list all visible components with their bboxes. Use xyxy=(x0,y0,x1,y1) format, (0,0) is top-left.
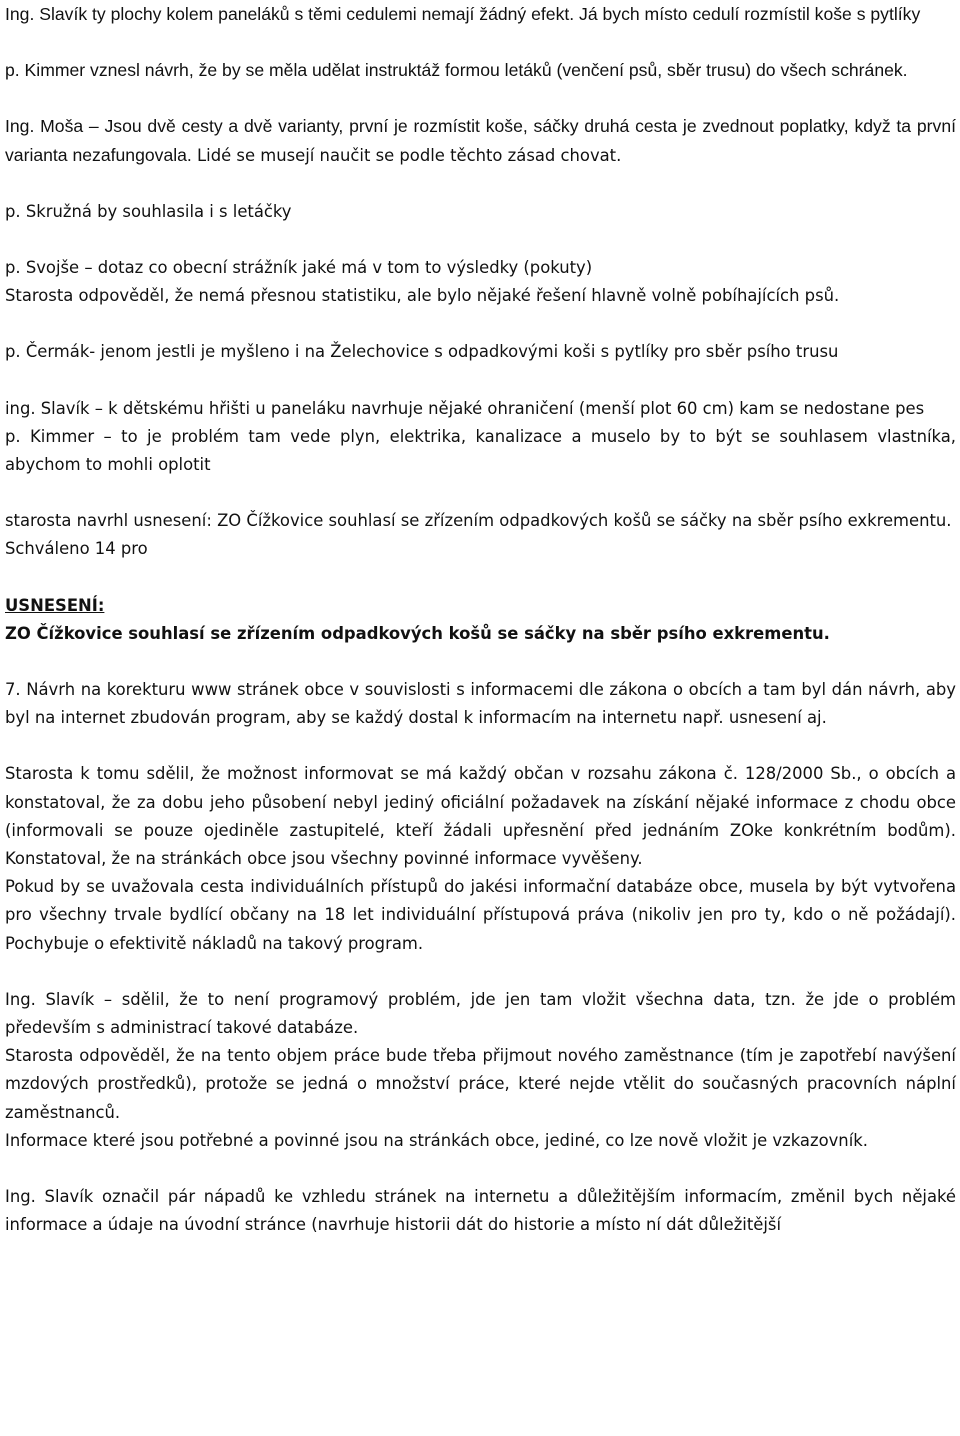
paragraph-skruzna: p. Skružná by souhlasila i s letáčky xyxy=(5,201,292,221)
paragraph-slavik-plochy: Ing. Slavík ty plochy kolem paneláků s těmi cedulemi nemají žádný efekt. Já bych místo cedulí rozmístil koše s pytlíky xyxy=(5,4,921,24)
paragraph-starosta-navrh-usneseni: starosta navrhl usnesení: ZO Čížkovice souhlasí se zřízením odpadkových košů se sáčky na sběr psího exkrementu. xyxy=(5,511,952,531)
paragraph-schvaleno: Schváleno 14 pro xyxy=(5,539,148,559)
mosa-text-part1: Ing. Moša – Jsou dvě cesty a dvě varianty, první je rozmístit koše, sáčky druhá cesta je zvednout poplatky, když ta první varianta nezafungovala. xyxy=(5,116,956,165)
paragraph-kimmer-letaky: p. Kimmer vznesl návrh, že by se měla udělat instruktáž formou letáků (venčení psů, sběr trusu) do všech schránek. xyxy=(5,60,908,81)
paragraph-starosta-zamestnanec: Starosta odpověděl, že na tento objem práce bude třeba přijmout nového zaměstnance (tím je zapotřebí navýšení mzdových prostředků), protože se jedná o množství práce, které nejde vtělit do současných pracovních náplní zaměstnanců. xyxy=(5,1046,956,1122)
paragraph-svojse-dotaz: p. Svojše – dotaz co obecní strážník jaké má v tom to výsledky (pokuty) xyxy=(5,258,593,278)
paragraph-slavik-hriste: ing. Slavík – k dětskému hřišti u paneláku navrhuje nějaké ohraničení (menší plot 60 cm) kam se nedostane pes xyxy=(5,398,925,418)
mosa-text-part2: Lidé se musejí naučit se podle těchto zásad chovat. xyxy=(191,145,622,165)
paragraph-databaze-pristupy: Pokud by se uvažovala cesta individuálních přístupů do jakési informační databáze obce, musela by být vytvořena pro všechny trvale bydlící občany na 18 let individuální přístupová práva (nikoliv jen pro ty, kdo o ně požádají). Pochybuje o efektivitě nákladů na takový program. xyxy=(5,877,956,953)
paragraph-starosta-statistika: Starosta odpověděl, že nemá přesnou statistiku, ale bylo nějaké řešení hlavně volně pobíhajících psů. xyxy=(5,286,840,306)
paragraph-cermak: p. Čermák- jenom jestli je myšleno i na Želechovice s odpadkovými koši s pytlíky pro sběr psího trusu xyxy=(5,342,839,362)
resolution-heading: USNESENÍ: xyxy=(5,595,105,615)
paragraph-starosta-zakon: Starosta k tomu sdělil, že možnost informovat se má každý občan v rozsahu zákona č. 128/2000 Sb., o obcích a konstatoval, že za dobu jeho působení nebyl jediný oficiální požadavek na získání nějaké informace z chodu obce (informovali se pouze ojediněle zastupitelé, kteří žádali upřesnění před jednáním ZOke konkrétním bodům). Konstatoval, že na stránkách obce jsou všechny povinné informace vyvěšeny. xyxy=(5,764,956,869)
paragraph-mosa-varianty xyxy=(5,112,956,169)
paragraph-slavik-administrace: Ing. Slavík – sdělil, že to není programový problém, jde jen tam vložit všechna data, tzn. že jde o problém především s administrací takové databáze. xyxy=(5,989,956,1038)
paragraph-slavik-napady: Ing. Slavík označil pár nápadů ke vzhledu stránek na internetu a důležitějším informacím, změnil bych nějaké informace a údaje na úvodní stránce (navrhuje historii dát do historie a místo ní dát důležitější xyxy=(5,1187,956,1235)
paragraph-kimmer-problem: p. Kimmer – to je problém tam vede plyn, elektrika, kanalizace a muselo by to být se souhlasem vlastníka, abychom to mohli oplotit xyxy=(5,426,956,475)
resolution-text: ZO Čížkovice souhlasí se zřízením odpadkových košů se sáčky na sběr psího exkrementu. xyxy=(5,623,830,643)
document-page xyxy=(5,0,956,1240)
paragraph-informace-vzkazovnik: Informace které jsou potřebné a povinné jsou na stránkách obce, jediné, co lze nově vložit je vzkazovník. xyxy=(5,1130,868,1150)
paragraph-bod-7-navrh: 7. Návrh na korekturu www stránek obce v souvislosti s informacemi dle zákona o obcích a tam byl dán návrh, aby byl na internet zbudován program, aby se každý dostal k informacím na internetu např. usnesení aj. xyxy=(5,680,956,728)
